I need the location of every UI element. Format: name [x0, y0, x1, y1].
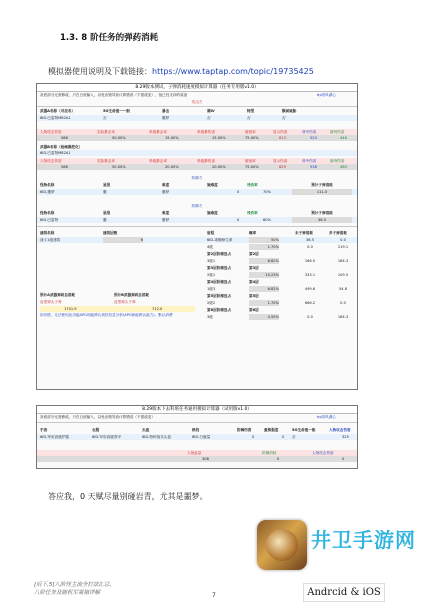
sheet-note: 灰底部分无需修改，只在白底输入，以免出错导致计算错误（不需改变），组已经支持的装备 — [40, 93, 188, 97]
stat-hdr-single-dmg: 单级暴伤害 — [197, 130, 215, 134]
divider — [37, 422, 357, 423]
building-cell — [295, 251, 325, 257]
sheet2-note: 灰底部分无需修改，只在白底输入，以免出错导致计算错误（不需改变） — [40, 415, 155, 419]
building-cell — [329, 279, 357, 285]
footer-line-2: 八阶任务及随机军需箱详解 — [34, 590, 101, 596]
sheet2-author: by明风湖心 — [317, 415, 336, 419]
defense-label-1: 防御方 — [191, 176, 203, 180]
building-cell — [40, 258, 90, 264]
weapon-a-life[interactable]: 否 — [103, 116, 107, 120]
def-hdr-difficulty: 难度 — [162, 183, 170, 187]
building-cell: 第4层阶梯选占 — [207, 280, 232, 284]
building-cell: 1.70% — [249, 244, 279, 250]
section-heading: 1.3. 8 阶任务的弹药消耗 — [60, 33, 159, 43]
stat-b-single-crit: 20.00% — [165, 165, 179, 169]
building-cell: 164.3 — [337, 315, 349, 319]
s2-life[interactable]: 否 — [292, 435, 296, 439]
def2-hdr-level: 施难度 — [207, 211, 218, 215]
building-cell: 333.1 — [304, 273, 316, 277]
building-cell: 第4层 — [249, 280, 259, 284]
watermark-site-name: 井卫手游网 — [311, 528, 416, 552]
build-hdr-range: 射程 — [207, 231, 215, 235]
col-threat: 额面威胁 — [282, 109, 297, 113]
building-cell: 第5层阶梯选占 — [207, 294, 232, 298]
weapon-a-name[interactable]: 6ID-巴雷特M82A1 — [40, 116, 71, 120]
def1-level[interactable]: 0 — [237, 190, 240, 194]
col-weapon-name: 武器A名称（对应名） — [40, 109, 76, 113]
defense-row-2 — [37, 217, 357, 223]
total-a-type: 直型弹头子弹 — [40, 300, 62, 304]
col-life: 5G生命值一一般 — [103, 109, 131, 113]
building-cell: 3级 — [207, 315, 213, 319]
col-crit: 暴击 — [162, 109, 170, 113]
def2-hdr-bullets: 预计子弹消耗 — [311, 211, 333, 215]
app-icon-emblem — [266, 529, 298, 561]
attack-section-title — [37, 99, 357, 105]
building-cell: 1级3 — [207, 287, 216, 291]
building-cell: 6ID-毒蟾蜍生命 — [207, 238, 233, 242]
building-cell — [329, 293, 357, 299]
building-cell — [103, 265, 143, 271]
def2-difficulty[interactable]: 噩梦 — [162, 218, 170, 222]
stat-hdr-attack: 人物攻击伤害 — [40, 130, 62, 134]
s2-hdr-block: 格挡 — [192, 428, 200, 432]
stat-b-display: 829 — [279, 165, 286, 169]
s2-defense[interactable]: 0 — [252, 435, 255, 439]
stat-hdr-display: 显示伤害 — [273, 130, 288, 134]
s2-hdr-reforge: 重铸强度 — [264, 428, 279, 432]
stat-a-crit: 50.00% — [112, 136, 126, 140]
building-row — [37, 237, 357, 243]
stat-a-single-crit: 15.00% — [165, 136, 179, 140]
s2-clothes[interactable]: 6ID-军用高级背甲 — [92, 435, 121, 439]
total-type-row — [40, 299, 195, 305]
building-row — [37, 251, 357, 257]
stat-hdr-final: 最终伤害 — [330, 130, 345, 134]
defense-row-1 — [37, 189, 357, 195]
download-link[interactable]: https://www.taptap.com/topic/19735425 — [152, 67, 314, 76]
def1-difficulty[interactable]: 噩梦 — [162, 190, 170, 194]
total-b-type: 直型弹头子弹 — [114, 300, 136, 304]
sheet-note-row — [37, 92, 357, 98]
stat-b-attack: 586 — [61, 165, 68, 169]
s2-hp: 308 — [202, 457, 209, 461]
building-cell — [329, 265, 357, 271]
building-cell: 219.1 — [337, 245, 349, 249]
building-cell: 1.70% — [249, 300, 279, 306]
building-cell: 2级2 — [207, 301, 216, 305]
weapon-a-row — [37, 115, 357, 121]
building-cell: 36.5 — [305, 238, 314, 242]
building-cell: 第3层 — [249, 266, 259, 270]
building-cell: 3级1 — [207, 259, 216, 263]
s2-reforge[interactable]: 0 — [282, 435, 285, 439]
sheet2-row1 — [37, 434, 357, 440]
stat-a-final: 446 — [340, 136, 347, 140]
stat-a-display: 813 — [279, 136, 286, 140]
stat-hdr-break: 破韧率 — [245, 130, 256, 134]
defense-title-2 — [37, 203, 357, 209]
s2-attack: 325 — [342, 435, 349, 439]
total-note-text: 如有错，无法使用此功能APG和能辨认到你信息分析(APG和能辨认能力)，默认消费 — [40, 313, 173, 317]
total-a-value: 1701.9 — [64, 307, 77, 311]
building-cell: 2级1 — [207, 273, 216, 277]
building-cell[interactable]: 战斗1级建筑 — [40, 238, 61, 242]
building-cell: 0.0 — [340, 238, 346, 242]
sheet-banner: 8.29版本测试，子弹消耗速度模拟计算器（任务专用版v1.0） — [37, 84, 357, 92]
def1-bullets: 111.0 — [292, 189, 352, 195]
weapon-a-crit[interactable]: 噩梦 — [162, 116, 170, 120]
total-a-label: 预计A武器弹药总消耗 — [40, 293, 76, 297]
building-cell: 0.0 — [307, 245, 313, 249]
sheet2-header — [37, 427, 357, 433]
building-cell — [103, 272, 143, 278]
s2-hdr-clothes: 衣服 — [92, 428, 100, 432]
stat-hdr-single-dmg-b: 单级暴伤害 — [197, 159, 215, 163]
sheet2-note-row — [37, 414, 357, 420]
stat-hdr-crit: 实际暴击率 — [97, 130, 115, 134]
s2-helmet[interactable]: 6ID-特种战术头盔 — [142, 435, 171, 439]
total-value-row — [40, 306, 195, 312]
building-cell[interactable]: 6 — [103, 237, 143, 243]
s2-hdr-defense: 防御伤害 — [237, 428, 252, 432]
stat-a-attack: 586 — [61, 136, 68, 140]
stat-hdr-display-b: 显示伤害 — [273, 159, 288, 163]
building-cell — [295, 307, 325, 313]
building-cell — [103, 251, 143, 257]
weapon-a-iv[interactable]: 否 — [207, 116, 211, 120]
def-hdr-residual: 残伤率 — [247, 183, 258, 187]
weapon-a-special[interactable]: 否 — [247, 116, 251, 120]
stat-a-break: 75.00% — [245, 136, 259, 140]
building-header — [37, 230, 357, 236]
stat-hdr-break-b: 破韧率 — [245, 159, 256, 163]
game-app-icon — [257, 520, 307, 570]
def2-hdr-residual: 残伤率 — [247, 211, 258, 215]
building-cell — [103, 244, 143, 250]
stat-a-single-dmg: 15.00% — [212, 136, 226, 140]
building-cell: 4级 — [207, 245, 213, 249]
sheet2-banner: 8.29版本下去科班任务通用模拟计算器（试用版v1.0） — [37, 406, 357, 414]
s2-hdr-helmet: 头盔 — [142, 428, 150, 432]
attack-section-label: 攻击方 — [191, 100, 203, 104]
stat-hdr-single-crit-b: 单级暴击率 — [149, 159, 167, 163]
intro-line — [48, 66, 314, 77]
building-row — [37, 279, 357, 285]
building-cell — [329, 251, 357, 257]
building-cell: 6.82% — [249, 286, 279, 292]
building-cell — [295, 265, 325, 271]
s2-block[interactable]: 6ID-白鹿量 — [192, 435, 211, 439]
building-row — [37, 272, 357, 278]
s2-gloves[interactable]: 6ID-军用高级护膝 — [40, 435, 69, 439]
def1-residual: 70% — [263, 190, 271, 194]
platform-badge: Andrcid & iOS — [303, 583, 385, 602]
building-cell: 第6层阶梯选占 — [207, 308, 232, 312]
stat-hdr-hit: 命中伤害 — [302, 130, 317, 134]
def2-level[interactable]: 0 — [237, 218, 240, 222]
building-cell — [295, 279, 325, 285]
footer-caption — [34, 581, 115, 597]
building-cell — [40, 251, 90, 257]
building-cell — [103, 258, 143, 264]
building-cell: 109.5 — [337, 273, 349, 277]
building-row — [37, 244, 357, 250]
building-cell: 50% — [249, 237, 279, 243]
stat-b-hit: 538 — [310, 165, 317, 169]
building-cell: 0.0 — [307, 315, 313, 319]
building-cell: 164.3 — [337, 259, 349, 263]
calculator-screenshot-main — [36, 83, 358, 390]
divider — [37, 106, 357, 107]
def1-monster[interactable]: 6ID-噩梦 — [40, 190, 55, 194]
stat-b-single-dmg: 20.00% — [212, 165, 226, 169]
weapon-b-label: 武器B名称（枪械操控化） — [40, 145, 83, 149]
stat-b-final: 460 — [340, 165, 347, 169]
intro-prefix: 模拟器使用说明及下载链接： — [48, 67, 152, 76]
stat-a-hit: 520 — [310, 136, 317, 140]
s2-hdr-def-cost: 防御消耗 — [262, 451, 277, 455]
building-cell — [103, 279, 143, 285]
building-cell: 第2层 — [249, 252, 259, 256]
build-hdr-b: 多子弹消耗 — [329, 231, 347, 235]
def-hdr-star: 星级 — [103, 183, 111, 187]
building-cell: 10.23% — [249, 272, 279, 278]
building-cell: 0.0 — [340, 301, 346, 305]
total-consumption-box — [40, 292, 195, 330]
total-header — [40, 292, 195, 298]
defense-header-1 — [37, 182, 357, 188]
s2-hdr-attack2: 人物攻击伤害 — [312, 451, 334, 455]
total-b-value: 712.0 — [152, 307, 163, 311]
def2-hdr-star: 星级 — [103, 211, 111, 215]
stat-row-a — [37, 135, 357, 141]
building-cell — [40, 279, 90, 285]
weapon-b-row — [37, 150, 357, 156]
building-cell: 第2层阶梯选占 — [207, 252, 232, 256]
answer-text: 答应我，0 天赋尽量别碰岩青，尤其是噩梦。 — [48, 492, 208, 501]
stat-row-b — [37, 164, 357, 170]
build-hdr-name: 建筑名称 — [40, 231, 55, 235]
weapon-b-name[interactable]: 6ID-巴雷特M82A1 — [40, 151, 71, 155]
build-hdr-prob: 概率 — [249, 231, 257, 235]
s2-hdr-gloves: 手套 — [40, 428, 48, 432]
building-cell: 666.2 — [304, 301, 316, 305]
stat-hdr-single-crit: 单级暴击率 — [149, 130, 167, 134]
building-row — [37, 265, 357, 271]
def-hdr-level: 施难度 — [207, 183, 218, 187]
defense-label-2: 防御方 — [191, 204, 203, 208]
stat-hdr-crit-b: 实际暴击率 — [97, 159, 115, 163]
s2-hdr-hp: 人物血量 — [187, 451, 202, 455]
sheet2-row2 — [37, 456, 357, 462]
building-cell — [40, 272, 90, 278]
divider — [37, 226, 357, 227]
building-cell: 499.6 — [304, 287, 316, 291]
stat-b-break: 75.00% — [245, 165, 259, 169]
building-cell: 第5层 — [249, 294, 259, 298]
def2-star[interactable]: 噩 — [103, 218, 107, 222]
def1-star[interactable]: 噩 — [103, 190, 107, 194]
def2-monster[interactable]: 6ID-巴雷特 — [40, 218, 59, 222]
build-hdr-a: 未子弹消耗 — [295, 231, 313, 235]
def2-residual: 60% — [263, 218, 271, 222]
footer-line-1: [后下,5]八阶怪主流全打法汇总、 — [34, 582, 116, 588]
col-iv: 满IV — [207, 109, 215, 113]
def2-hdr-monster: 怪物名称 — [40, 211, 55, 215]
building-row — [37, 258, 357, 264]
sheet-author: by明风湖心 — [317, 93, 336, 97]
stat-hdr-final-b: 最终伤害 — [330, 159, 345, 163]
defense-header-2 — [37, 210, 357, 216]
building-cell: 第6层 — [249, 308, 259, 312]
stat-hdr-attack-b: 人物攻击伤害 — [40, 159, 62, 163]
def2-hdr-difficulty: 难度 — [162, 211, 170, 215]
defense-title-1 — [37, 175, 357, 181]
building-cell: 54.8 — [338, 287, 347, 291]
stat-b-crit: 50.00% — [112, 165, 126, 169]
def-hdr-monster: 怪物名称 — [40, 183, 55, 187]
building-cell: 6.82% — [249, 258, 279, 264]
build-hdr-floors: 建筑层数 — [103, 231, 118, 235]
s2-hdr-life: 5G生命值一般 — [292, 428, 316, 432]
def-hdr-bullets: 预计子弹消耗 — [311, 183, 333, 187]
def2-bullets: 36.5 — [292, 217, 352, 223]
total-note — [40, 313, 195, 325]
weapon-a-threat[interactable]: 否 — [282, 116, 286, 120]
weapon-header-row — [37, 108, 357, 114]
building-cell — [295, 293, 325, 299]
col-special: 特型 — [247, 109, 255, 113]
building-cell: 166.5 — [304, 259, 316, 263]
s2-attack2: 0 — [342, 457, 345, 461]
total-b-label: 预计B武器弹药总消耗 — [114, 293, 150, 297]
building-cell: 4.55% — [249, 314, 279, 320]
building-cell — [40, 265, 90, 271]
s2-hdr-attack: 人物攻击伤害 — [329, 428, 351, 432]
building-cell — [329, 307, 357, 313]
stat-hdr-hit-b: 命中伤害 — [302, 159, 317, 163]
page-number: 7 — [212, 592, 216, 599]
building-cell — [40, 244, 90, 250]
s2-def-cost: 0 — [277, 457, 280, 461]
calculator-screenshot-secondary — [36, 405, 358, 469]
building-cell: 第3层阶梯选占 — [207, 266, 232, 270]
